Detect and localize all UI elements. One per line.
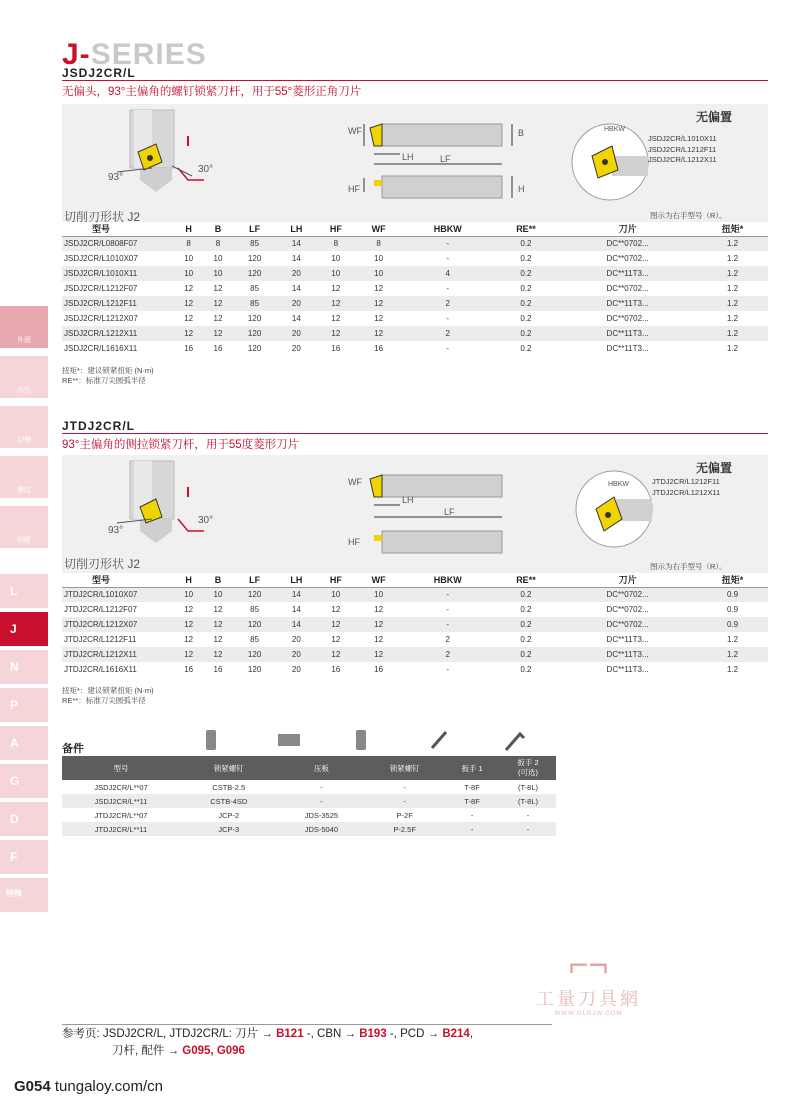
table-cell: 14 bbox=[277, 587, 317, 602]
table-cell: 16 bbox=[331, 344, 341, 353]
table-cell: T-8F bbox=[444, 794, 500, 808]
dim-hf: HF bbox=[348, 537, 360, 547]
link-g095-g096[interactable]: G095, G096 bbox=[182, 1045, 245, 1057]
table-cell: - bbox=[402, 587, 494, 602]
sidebar-letter-n[interactable]: N bbox=[0, 650, 48, 684]
table-row bbox=[62, 822, 556, 836]
table-cell: DC**11T3... bbox=[606, 665, 649, 674]
table-cell: 12 bbox=[356, 296, 402, 311]
sidebar-letter-a[interactable]: A bbox=[0, 726, 48, 760]
table-cell: 12 bbox=[331, 314, 341, 323]
table-cell: 12 bbox=[184, 314, 194, 323]
table-cell: (T-8L) bbox=[500, 794, 556, 808]
table-row bbox=[62, 632, 768, 647]
table-cell: 10 bbox=[374, 254, 384, 263]
table-cell: 120 bbox=[247, 314, 262, 323]
watermark-logo-icon: ⌐¬ bbox=[568, 946, 609, 984]
clamp-icon bbox=[278, 734, 300, 746]
table-cell: 10 bbox=[356, 587, 402, 602]
table-cell: 120 bbox=[247, 344, 262, 353]
table-cell: 1.2 bbox=[727, 344, 739, 353]
table-cell: - bbox=[365, 794, 444, 808]
link-b121[interactable]: B121 bbox=[276, 1028, 304, 1040]
table-row bbox=[62, 281, 768, 296]
table-cell: 12 bbox=[203, 296, 232, 311]
table-cell: 14 bbox=[291, 254, 301, 263]
table-cell: 120 bbox=[233, 266, 277, 281]
table-cell: DC**0702... bbox=[558, 617, 697, 632]
section1-spec-table: 型号 H B LF LH HF WF HBKW RE** 刀片 扭矩* JSDJ2CR/L0808F07 8 8 85 14 8 8 - 0.2 DC**0702... 1.2 JSDJ2CR/L1010X07 10 10 120 14 10 10 - 0.2 DC**0702... 1.2 JSDJ2CR/L1010X11 10 10 120 20 10 10 4 0.2 DC**11T3... 1.2 JSDJ2CR/L1212F07 12 12 85 14 12 12 - 0.2 DC**0702... 1.2 JSDJ2CR/L1212F11 12 12 85 20 12 12 2 0.2 DC**11T3... 1.2 JSDJ2CR/L1212X07 12 12 120 14 12 12 - 0.2 DC**0702... 1.2 JSDJ2CR/L1212X11 12 12 120 20 12 12 2 0.2 DC**11T3... 1.2 JSDJ2CR/L1616X11 16 16 120 20 16 16 - 0.2 DC**11T3... 1.2 bbox=[62, 222, 768, 356]
table-cell: - bbox=[500, 822, 556, 836]
table-cell: 85 bbox=[233, 296, 277, 311]
table-cell: 12 bbox=[316, 647, 356, 662]
dim-lf: LF bbox=[440, 154, 451, 164]
no-offset-label: 无偏置 bbox=[696, 461, 733, 475]
right-hand-note: 图示为右手型号（R）。 bbox=[650, 211, 727, 220]
table-cell: 120 bbox=[247, 665, 262, 674]
clamp-screw-icon bbox=[356, 730, 366, 750]
reference-text: 参考页: JSDJ2CR/L, JTDJ2CR/L: 刀片 → B121 -, CBN → B193 -, PCD → B214, 刀杆, 配件 → G095, G096 bbox=[62, 1028, 474, 1057]
table-cell: 12 bbox=[374, 605, 384, 614]
section2-footnotes: 扭矩*：建议锁紧扭矩 (N·m) RE**：标准刀尖圆弧半径 bbox=[62, 686, 154, 705]
table-row bbox=[62, 266, 768, 281]
table-cell: JSDJ2CR/L1616X11 bbox=[64, 344, 138, 353]
table-cell: 12 bbox=[316, 326, 356, 341]
table-cell: 0.9 bbox=[697, 617, 768, 632]
table-cell: 12 bbox=[174, 617, 203, 632]
table-cell: 120 bbox=[233, 617, 277, 632]
table-cell: JSDJ2CR/L1010X07 bbox=[64, 254, 138, 263]
table-cell: DC**0702... bbox=[558, 587, 697, 602]
table-cell: (T-8L) bbox=[518, 782, 539, 792]
table-cell: - bbox=[446, 254, 450, 263]
dim-lh: LH bbox=[402, 152, 414, 162]
table-cell: 0.2 bbox=[494, 617, 558, 632]
table-cell: DC**0702... bbox=[558, 236, 697, 251]
table-cell: JTDJ2CR/L1212F11 bbox=[64, 635, 137, 644]
table-cell: - bbox=[444, 822, 500, 836]
sidebar-tab-grooving[interactable]: 切槽 bbox=[0, 406, 48, 448]
section1-code: JSDJ2CR/L bbox=[62, 66, 136, 80]
table-cell: 0.2 bbox=[520, 665, 532, 674]
table-cell: 16 bbox=[374, 344, 384, 353]
table-cell: 0.9 bbox=[697, 587, 768, 602]
table-cell: - bbox=[470, 810, 474, 820]
table-row bbox=[62, 780, 556, 794]
no-offset-label: 无偏置 bbox=[696, 110, 733, 124]
table-cell: - bbox=[446, 314, 450, 323]
table-cell: 0.2 bbox=[520, 254, 532, 263]
reference-rule bbox=[62, 1024, 552, 1025]
table-cell: 10 bbox=[316, 266, 356, 281]
table-cell: - bbox=[446, 605, 450, 614]
dim-hbkw: HBKW bbox=[604, 126, 625, 133]
table-cell: JSDJ2CR/L**11 bbox=[62, 794, 180, 808]
table-cell: - bbox=[446, 344, 450, 353]
table-cell: 1.2 bbox=[697, 647, 768, 662]
section2-description: 93°主偏角的侧拉锁紧刀杆，用于55度菱形刀片 bbox=[62, 439, 300, 451]
sidebar-letter-p[interactable]: P bbox=[0, 688, 48, 722]
table-cell: 0.2 bbox=[520, 314, 532, 323]
table-cell: 1.2 bbox=[727, 665, 739, 674]
table-cell: 12 bbox=[356, 647, 402, 662]
table-cell: JSDJ2CR/L1010X11 bbox=[62, 266, 174, 281]
link-b193[interactable]: B193 bbox=[359, 1028, 387, 1040]
table-cell: 10 bbox=[213, 254, 223, 263]
table-cell: 8 bbox=[203, 236, 232, 251]
table-cell: 12 bbox=[356, 617, 402, 632]
table-row bbox=[62, 326, 768, 341]
dim-wf: WF bbox=[348, 126, 362, 136]
table-cell: 10 bbox=[174, 587, 203, 602]
table-cell: 8 bbox=[316, 236, 356, 251]
table-cell: 10 bbox=[174, 266, 203, 281]
table-row bbox=[62, 236, 768, 251]
table-cell: 120 bbox=[233, 587, 277, 602]
table-cell: 8 bbox=[174, 236, 203, 251]
table-cell: CSTB-2.5 bbox=[212, 782, 246, 792]
dim-b: B bbox=[518, 128, 525, 138]
table-cell: 12 bbox=[316, 296, 356, 311]
table-cell: 1.2 bbox=[727, 284, 739, 293]
sidebar-letter-special[interactable]: 特殊 bbox=[0, 878, 48, 912]
wrench-icon bbox=[432, 732, 446, 748]
sidebar-letter-l[interactable]: L bbox=[0, 574, 48, 608]
dim-lh: LH bbox=[402, 495, 414, 505]
section1-rule bbox=[62, 80, 768, 81]
table-row bbox=[62, 341, 768, 356]
table-cell: 12 bbox=[213, 605, 223, 614]
table-cell: 12 bbox=[203, 647, 232, 662]
table-cell: JTDJ2CR/L1212F07 bbox=[64, 605, 137, 614]
table-row bbox=[62, 794, 556, 808]
table-cell: 20 bbox=[277, 266, 317, 281]
table-cell: 1.2 bbox=[697, 326, 768, 341]
table-cell: 20 bbox=[277, 647, 317, 662]
section1-diagram bbox=[62, 104, 768, 222]
table-cell: JSDJ2CR/L1212F07 bbox=[64, 284, 138, 293]
table-cell: JCP-3 bbox=[180, 822, 278, 836]
table-cell: JTDJ2CR/L1616X11 bbox=[64, 665, 137, 674]
sidebar-tab-external[interactable]: 外圆 bbox=[0, 306, 48, 348]
table-cell: 12 bbox=[213, 284, 223, 293]
table-cell: 12 bbox=[316, 617, 356, 632]
table-cell: 0.2 bbox=[494, 647, 558, 662]
table-cell: 2 bbox=[445, 635, 450, 644]
table-row bbox=[62, 647, 768, 662]
table-row bbox=[62, 251, 768, 266]
table-cell: 12 bbox=[374, 314, 384, 323]
table-cell: 1.2 bbox=[727, 254, 739, 263]
section2-spec-table: 型号 H B LF LH HF WF HBKW RE** 刀片 扭矩* JTDJ2CR/L1010X07 10 10 120 14 10 10 - 0.2 DC**0702... 0.9 JTDJ2CR/L1212F07 12 12 85 14 12 12 - 0.2 DC**0702... 0.9 JTDJ2CR/L1212X07 12 12 120 14 12 12 - 0.2 DC**0702... 0.9 JTDJ2CR/L1212F11 12 12 85 20 12 12 2 0.2 DC**11T3... 1.2 JTDJ2CR/L1212X11 12 12 120 20 12 12 2 0.2 DC**11T3... 1.2 JTDJ2CR/L1616X11 16 16 120 20 16 16 - 0.2 DC**11T3... 1.2 bbox=[62, 573, 768, 677]
table-cell: - bbox=[278, 794, 366, 808]
table-cell: 12 bbox=[331, 284, 341, 293]
table-cell: 0.2 bbox=[494, 236, 558, 251]
section1-description: 无偏头，93°主偏角的螺钉锁紧刀杆，用于55°菱形正角刀片 bbox=[62, 86, 362, 98]
table-cell: 14 bbox=[291, 314, 301, 323]
table-cell: 12 bbox=[374, 284, 384, 293]
table-cell: DC**11T3... bbox=[558, 266, 697, 281]
table-cell: 12 bbox=[331, 605, 341, 614]
table-cell: - bbox=[446, 284, 450, 293]
shape-label: 切削刃形状 J2 bbox=[64, 210, 141, 224]
model-codes: JTDJ2CR/L1212F11 JTDJ2CR/L1212X11 bbox=[652, 477, 721, 497]
table-cell: 12 bbox=[174, 326, 203, 341]
table-cell: - bbox=[526, 810, 530, 820]
section2-rule bbox=[62, 433, 768, 434]
table-cell: JSDJ2CR/L0808F07 bbox=[62, 236, 174, 251]
table-cell: - bbox=[446, 665, 450, 674]
table-cell: 2 bbox=[402, 647, 494, 662]
table-cell: 14 bbox=[291, 605, 301, 614]
section1-footnotes: 扭矩*：建议锁紧扭矩 (N·m) RE**：标准刀尖圆弧半径 bbox=[62, 366, 154, 385]
angle-main-label: 93° bbox=[108, 172, 124, 183]
table-cell: CSTB-4SD bbox=[180, 794, 278, 808]
table-cell: JDS-5040 bbox=[278, 822, 366, 836]
table-cell: JTDJ2CR/L1212X11 bbox=[62, 647, 174, 662]
table-cell: 1.2 bbox=[697, 266, 768, 281]
dim-wf: WF bbox=[348, 477, 362, 487]
table-cell: DC**0702... bbox=[606, 254, 649, 263]
table-cell: 20 bbox=[291, 665, 301, 674]
model-codes: JSDJ2CR/L1010X11 JSDJ2CR/L1212F11 JSDJ2CR/L1212X11 bbox=[648, 134, 717, 164]
table-cell: 85 bbox=[233, 236, 277, 251]
table-cell: DC**11T3... bbox=[558, 296, 697, 311]
sidebar-letter-j[interactable]: J bbox=[0, 612, 48, 646]
table-cell: 0.2 bbox=[520, 284, 532, 293]
link-b214[interactable]: B214 bbox=[442, 1028, 470, 1040]
dim-hf: HF bbox=[348, 184, 360, 194]
wrench-l-icon bbox=[506, 734, 524, 750]
table-cell: 12 bbox=[184, 284, 194, 293]
table-cell: - bbox=[403, 782, 406, 792]
table-cell: DC**0702... bbox=[606, 284, 649, 293]
table-cell: 120 bbox=[247, 254, 262, 263]
table-cell: 10 bbox=[331, 254, 341, 263]
table-cell: 12 bbox=[174, 296, 203, 311]
table-cell: JTDJ2CR/L**11 bbox=[62, 822, 180, 836]
table-cell: 20 bbox=[291, 635, 301, 644]
sidebar-tab-internal[interactable]: 内孔 bbox=[0, 356, 48, 398]
table-cell: 12 bbox=[203, 326, 232, 341]
table-cell: 8 bbox=[356, 236, 402, 251]
angle-side-label: 30° bbox=[198, 164, 214, 175]
page-footer: G054 tungaloy.com/cn bbox=[14, 1078, 163, 1095]
table-cell: P-2.5F bbox=[365, 822, 444, 836]
table-cell: 0.2 bbox=[494, 296, 558, 311]
table-cell: 20 bbox=[291, 344, 301, 353]
table-cell: JSDJ2CR/L1212X07 bbox=[64, 314, 138, 323]
table-cell: P-2F bbox=[396, 810, 413, 820]
table-cell: 16 bbox=[213, 344, 223, 353]
table-cell: DC**11T3... bbox=[606, 635, 649, 644]
table-cell: JSDJ2CR/L1212X11 bbox=[62, 326, 174, 341]
angle-side-label: 30° bbox=[198, 515, 214, 526]
table-cell: 12 bbox=[203, 617, 232, 632]
table-row bbox=[62, 311, 768, 326]
shape-label: 切削刃形状 J2 bbox=[64, 557, 141, 571]
table-cell: 0.2 bbox=[520, 635, 532, 644]
sidebar-tab-parting[interactable]: 切断 bbox=[0, 506, 48, 548]
table-cell: 1.2 bbox=[727, 635, 739, 644]
table-cell: DC**11T3... bbox=[558, 647, 697, 662]
table-cell: 2 bbox=[402, 296, 494, 311]
angle-main-label: 93° bbox=[108, 525, 124, 536]
table-cell: - bbox=[402, 617, 494, 632]
table-row bbox=[62, 587, 768, 602]
table-cell: JTDJ2CR/L1212X07 bbox=[62, 617, 174, 632]
table-cell: 0.2 bbox=[520, 605, 532, 614]
table-cell: 20 bbox=[277, 326, 317, 341]
table-cell: JSDJ2CR/L1212F11 bbox=[62, 296, 174, 311]
parts-icons bbox=[198, 726, 538, 756]
series-logo: J-SERIES bbox=[62, 38, 207, 71]
table-cell: 16 bbox=[331, 665, 341, 674]
table-row bbox=[62, 617, 768, 632]
watermark: ⌐¬ 工量刀具網 WWW.GLRJW.COM bbox=[536, 946, 641, 1017]
table-cell: 1.2 bbox=[727, 314, 739, 323]
table-cell: 12 bbox=[213, 635, 223, 644]
screw-icon bbox=[206, 730, 216, 750]
insert-detail-icon bbox=[570, 122, 650, 202]
table-cell: 1.2 bbox=[697, 296, 768, 311]
table-cell: 16 bbox=[184, 665, 194, 674]
table-cell: 2 bbox=[402, 326, 494, 341]
table-cell: 10 bbox=[316, 587, 356, 602]
table-row bbox=[62, 602, 768, 617]
table-cell: 12 bbox=[184, 635, 194, 644]
table-cell: 16 bbox=[374, 665, 384, 674]
table-cell: 12 bbox=[184, 605, 194, 614]
holder-top-view-icon bbox=[112, 108, 272, 212]
table-cell: DC**11T3... bbox=[558, 326, 697, 341]
table-cell: 10 bbox=[203, 587, 232, 602]
parts-title: 备件 bbox=[62, 743, 84, 755]
table-cell: - bbox=[320, 782, 323, 792]
dim-h: H bbox=[518, 184, 525, 194]
table-cell: 12 bbox=[174, 647, 203, 662]
table-row bbox=[62, 808, 556, 822]
table-cell: 12 bbox=[213, 314, 223, 323]
table-cell: JSDJ2CR/L**07 bbox=[94, 782, 148, 792]
table-cell: 12 bbox=[356, 326, 402, 341]
table-cell: JTDJ2CR/L1010X07 bbox=[62, 587, 174, 602]
table-cell: 120 bbox=[233, 647, 277, 662]
table-cell: 14 bbox=[277, 617, 317, 632]
dim-hbkw: HBKW bbox=[608, 481, 629, 488]
table-cell: 4 bbox=[402, 266, 494, 281]
table-cell: 120 bbox=[233, 326, 277, 341]
table-cell: 1.2 bbox=[697, 236, 768, 251]
table-cell: T-8F bbox=[464, 782, 480, 792]
table-cell: 10 bbox=[203, 266, 232, 281]
table-cell: 85 bbox=[250, 284, 260, 293]
parts-table: 型号 锁紧螺钉 压板 锁紧螺钉 扳手 1 扳手 2 (可选) JSDJ2CR/L**07 CSTB-2.5 - - T-8F (T-8L) JSDJ2CR/L**11 CSTB-4SD - - T-8F (T-8L) JTDJ2CR/L**07 JCP-2 JDS-3525 P-2F - - JTDJ2CR/L**11 JCP-3 JDS-5040 P-2.5F - - bbox=[62, 756, 556, 836]
table-cell: JTDJ2CR/L**07 bbox=[94, 810, 148, 820]
table-cell: 0.2 bbox=[520, 344, 532, 353]
table-cell: 14 bbox=[277, 236, 317, 251]
section2-diagram bbox=[62, 455, 768, 573]
table-cell: 12 bbox=[374, 635, 384, 644]
table-cell: JDS-3525 bbox=[304, 810, 339, 820]
table-cell: 85 bbox=[250, 605, 260, 614]
table-cell: 0.2 bbox=[494, 587, 558, 602]
table-cell: - bbox=[402, 236, 494, 251]
table-row bbox=[62, 662, 768, 677]
table-cell: DC**0702... bbox=[606, 314, 649, 323]
sidebar-letter-d[interactable]: D bbox=[0, 802, 48, 836]
table-cell: 14 bbox=[291, 284, 301, 293]
sidebar-letter-f[interactable]: F bbox=[0, 840, 48, 874]
table-cell: 0.2 bbox=[494, 326, 558, 341]
table-cell: DC**0702... bbox=[606, 605, 649, 614]
table-cell: 10 bbox=[356, 266, 402, 281]
holder-top-view-icon bbox=[112, 459, 272, 563]
table-row bbox=[62, 296, 768, 311]
table-cell: DC**11T3... bbox=[606, 344, 649, 353]
sidebar-tab-threading[interactable]: 螺纹 bbox=[0, 456, 48, 498]
table-cell: 16 bbox=[213, 665, 223, 674]
table-cell: 0.9 bbox=[727, 605, 739, 614]
dim-lf: LF bbox=[444, 507, 455, 517]
table-cell: 12 bbox=[331, 635, 341, 644]
sidebar-letter-g[interactable]: G bbox=[0, 764, 48, 798]
table-cell: 20 bbox=[277, 296, 317, 311]
table-cell: 0.2 bbox=[494, 266, 558, 281]
section2-code: JTDJ2CR/L bbox=[62, 419, 136, 433]
table-cell: 85 bbox=[250, 635, 260, 644]
table-cell: 10 bbox=[184, 254, 194, 263]
right-hand-note: 图示为右手型号（R）。 bbox=[650, 562, 727, 571]
table-cell: 16 bbox=[184, 344, 194, 353]
table-cell: JCP-2 bbox=[218, 810, 240, 820]
